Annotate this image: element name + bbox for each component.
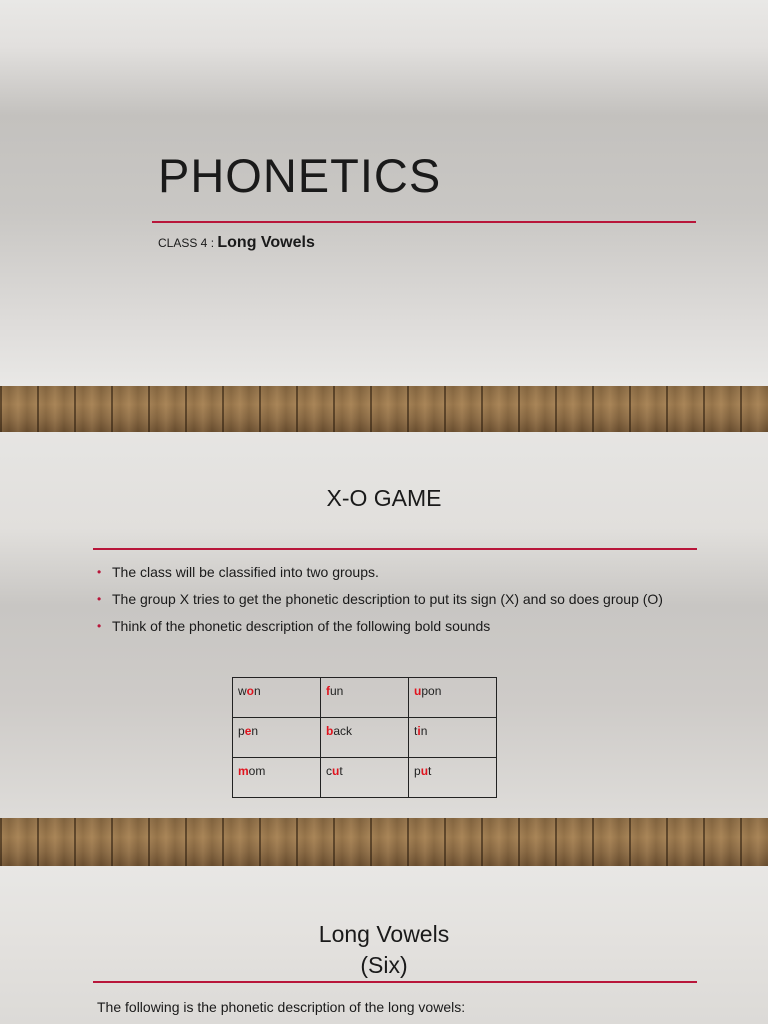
- list-item: [97, 590, 687, 608]
- subtitle-class: CLASS 4 :: [158, 236, 218, 250]
- sounds-table: [232, 677, 497, 798]
- heading-divider: [93, 548, 697, 550]
- list-item: [97, 563, 687, 581]
- table-row: [233, 758, 497, 798]
- bullet-icon: •: [97, 592, 102, 606]
- title-divider: [152, 221, 696, 223]
- table-cell: fun: [321, 678, 409, 718]
- subtitle-topic: Long Vowels: [217, 234, 315, 251]
- table-cell: back: [321, 718, 409, 758]
- table-cell: mom: [233, 758, 321, 798]
- slide-heading: X-O GAME: [326, 485, 442, 511]
- list-item: [97, 617, 687, 635]
- slide-heading: [0, 919, 768, 981]
- table-cell: upon: [409, 678, 497, 718]
- bullet-list: [97, 563, 687, 644]
- bullet-icon: •: [97, 565, 102, 579]
- bullet-text: Think of the phonetic description of the following bold sounds: [112, 618, 491, 634]
- table-cell: pen: [233, 718, 321, 758]
- table-cell: tin: [409, 718, 497, 758]
- table-row: [233, 678, 497, 718]
- table-cell: cut: [321, 758, 409, 798]
- heading-divider: [93, 981, 697, 983]
- bullet-text: The class will be classified into two groups.: [112, 564, 379, 580]
- slide-title: [0, 0, 768, 386]
- heading-line: (Six): [360, 952, 408, 978]
- paragraph: The following is the phonetic description of the long vowels:: [97, 999, 466, 1015]
- heading-line: Long Vowels: [318, 921, 450, 947]
- bullet-text: The group X tries to get the phonetic description to put its sign (X) and so does group (O): [112, 591, 663, 607]
- bullet-icon: •: [97, 619, 102, 633]
- table-cell: won: [233, 678, 321, 718]
- wood-floor-divider: [0, 818, 768, 866]
- subtitle: [158, 234, 315, 252]
- table-cell: put: [409, 758, 497, 798]
- wood-floor-divider: [0, 386, 768, 432]
- table-row: [233, 718, 497, 758]
- page-title: PHONETICS: [158, 149, 442, 202]
